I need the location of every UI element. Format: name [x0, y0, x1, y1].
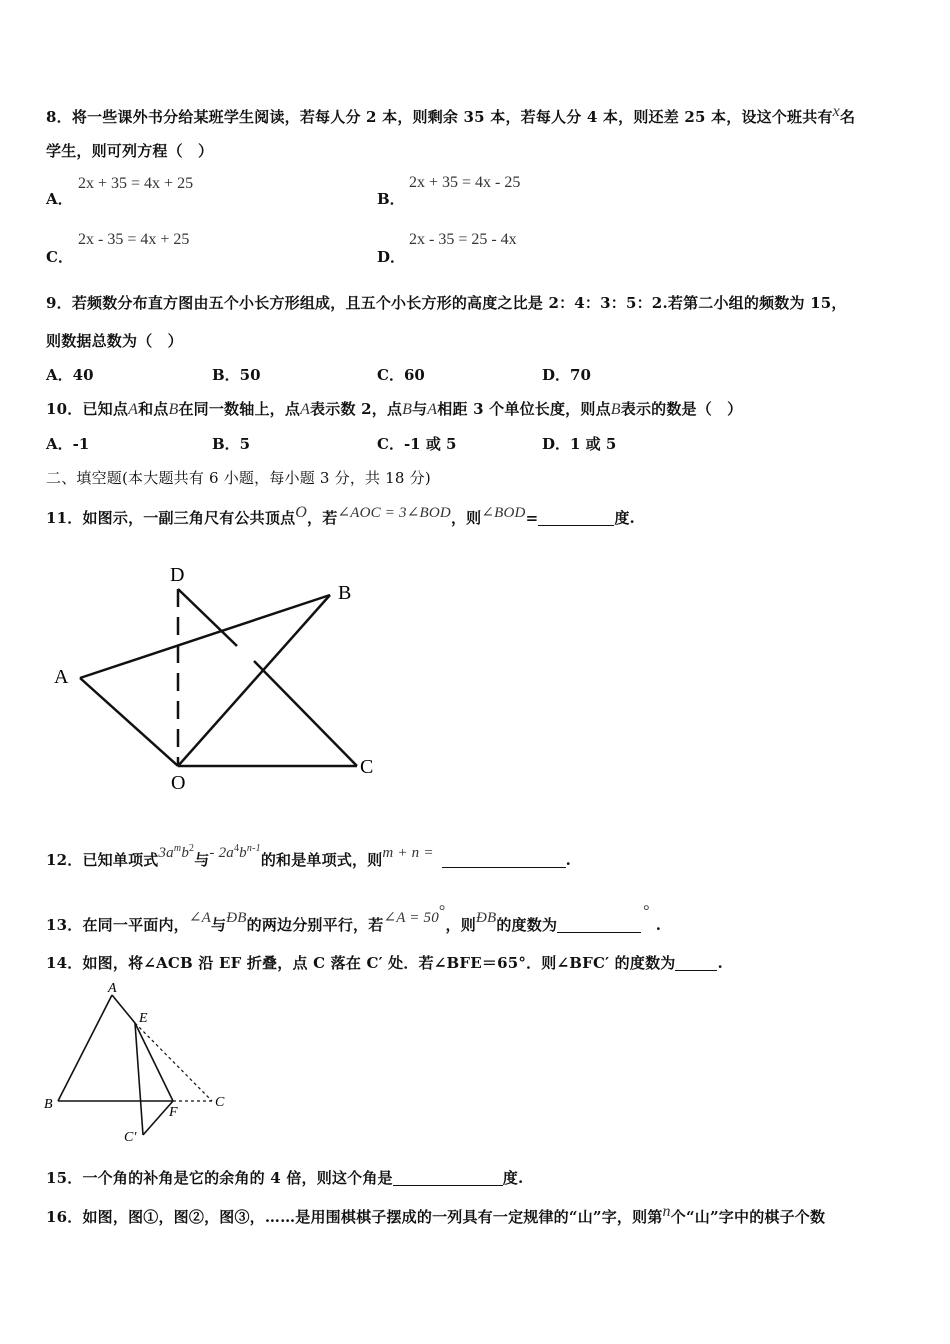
q10-option-d: D．1 或 5 [542, 435, 617, 453]
q9-option-c: C．60 [377, 366, 425, 384]
q12-monomial-1: $3a^mb^2$ [158, 843, 195, 861]
q13-line: 13．在同一平面内，∠A与ÐB的两边分别平行，若∠A = 50°，则ÐB的度数为°. [46, 903, 662, 934]
q14-answer-blank[interactable] [675, 954, 717, 971]
q8-option-a-expr: 2x + 35 = 4x + 25 [78, 175, 194, 192]
q8-option-b-expr: 2x + 35 = 4x - 25 [409, 174, 521, 191]
fig11-label-d: D [170, 564, 185, 586]
fig14-label-b: B [44, 1097, 53, 1112]
q11-line: 11．如图示，一副三角尺有公共顶点$^O$，若$^{\angle AOC = 3\angle BOD}$，则$^{\angle BOD}$= 度. [46, 504, 635, 527]
fig14-line-ab [58, 995, 112, 1101]
fig11-label-b: B [338, 582, 352, 604]
q8-option-d-expr: 2x - 35 = 25 - 4x [409, 231, 517, 248]
fig14-line-ec-dotted [135, 1023, 212, 1101]
q8-option-b-label: B． [377, 190, 405, 208]
fig11-label-a: A [54, 666, 69, 688]
figure-11-triangles [40, 555, 400, 800]
q8-var-x: x [832, 103, 840, 120]
q8-option-c-expr: 2x - 35 = 4x + 25 [78, 231, 190, 248]
fig14-label-f: F [169, 1105, 178, 1120]
fig14-line-ec1 [135, 1023, 143, 1135]
fig14-label-c-prime: C′ [124, 1130, 137, 1145]
fig14-label-e: E [139, 1011, 148, 1026]
q8-line2: 学生，则可列方程（ ） [46, 142, 214, 160]
fig14-line-ae [112, 995, 135, 1023]
q12-line: 12．已知单项式$3a^mb^2$与- $2a^4b^{n-1}$的和是单项式，则m + n = . [46, 843, 572, 869]
fig11-line-dc-upper [178, 589, 237, 646]
q16-line: 16．如图，图①，图②，图③，……是用围棋棋子摆成的一列具有一定规律的“山”字，则第$^n$个“山”字中的棋子个数 [46, 1203, 826, 1226]
fig14-label-c: C [215, 1095, 225, 1110]
q11-answer-blank[interactable] [538, 509, 614, 526]
fig11-label-c: C [360, 756, 374, 778]
q15-answer-blank[interactable] [393, 1169, 503, 1186]
q9-option-a: A．40 [46, 366, 94, 384]
fig11-line-ao [80, 678, 178, 766]
fig11-line-dc-lower [254, 661, 357, 766]
q14-line: 14．如图，将∠ACB 沿 EF 折叠，点 C 落在 C′ 处．若∠BFE＝65°．则∠BFC′ 的度数为 . [46, 954, 723, 972]
q10-option-a: A．-1 [46, 435, 90, 453]
q8-option-c-label: C． [46, 248, 73, 266]
fig14-label-a: A [108, 981, 117, 996]
q9-line1: 9．若频数分布直方图由五个小长方形组成，且五个小长方形的高度之比是 2：4：3：5：2.若第二小组的频数为 15， [46, 294, 847, 312]
q12-monomial-2: - $2a^4b^{n-1}$ [209, 843, 261, 861]
q12-answer-blank[interactable] [442, 851, 566, 868]
q10-option-c: C．-1 或 5 [377, 435, 457, 453]
fig14-line-ef [135, 1023, 173, 1101]
fig11-label-o: O [171, 772, 186, 794]
section-2-title: 二、填空题(本大题共有 6 小题，每小题 3 分，共 18 分) [46, 469, 431, 487]
q8-option-a-label: A． [46, 190, 73, 208]
figure-14-fold-triangle [40, 978, 240, 1148]
q8-option-d-label: D． [377, 248, 406, 266]
q13-answer-blank[interactable] [557, 916, 641, 933]
q10-option-b: B．5 [212, 435, 251, 453]
q10-line: 10．已知点A和点B在同一数轴上，点A表示数 2，点B与A相距 3 个单位长度，则点B表示的数是（ ） [46, 400, 743, 418]
q9-option-b: B．50 [212, 366, 261, 384]
q8-line1: 8．将一些课外书分给某班学生阅读，若每人分 2 本，则剩余 35 本，若每人分 4 本，则还差 25 本，设这个班共有$^x$名 [46, 103, 856, 126]
q9-line2: 则数据总数为（ ） [46, 332, 183, 350]
q9-option-d: D．70 [542, 366, 591, 384]
q15-line: 15．一个角的补角是它的余角的 4 倍，则这个角是 度. [46, 1169, 524, 1187]
